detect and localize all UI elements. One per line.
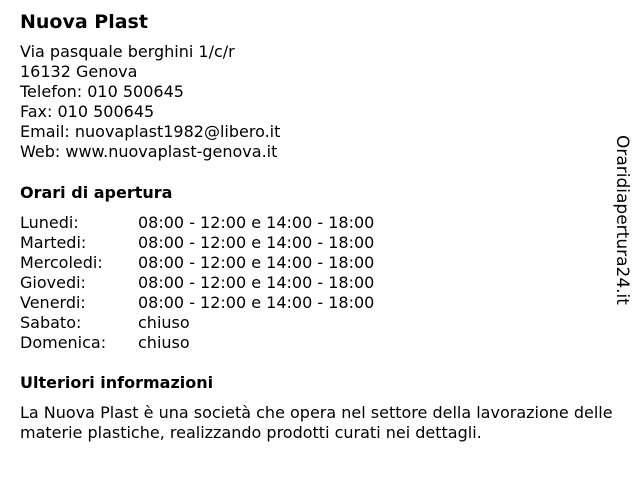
day-label: Martedi: xyxy=(20,233,87,252)
phone-number: Telefon: 010 500645 xyxy=(20,82,184,101)
address-city: 16132 Genova xyxy=(20,62,138,81)
hours-row-saturday xyxy=(20,313,632,333)
day-label: Giovedi: xyxy=(20,273,86,292)
hours-row-sunday xyxy=(20,333,632,353)
hours-row-wednesday xyxy=(20,253,632,273)
day-hours: chiuso xyxy=(138,333,190,352)
day-hours: 08:00 - 12:00 e 14:00 - 18:00 xyxy=(138,293,375,312)
site-watermark: Oraridiapertura24.it xyxy=(612,135,632,305)
day-label: Venerdi: xyxy=(20,293,86,312)
day-hours: 08:00 - 12:00 e 14:00 - 18:00 xyxy=(138,253,375,272)
day-label: Sabato: xyxy=(20,313,82,332)
day-label: Domenica: xyxy=(20,333,107,352)
fax-number: Fax: 010 500645 xyxy=(20,102,155,121)
website-address: Web: www.nuovaplast-genova.it xyxy=(20,142,278,161)
day-hours: 08:00 - 12:00 e 14:00 - 18:00 xyxy=(138,233,375,252)
business-card xyxy=(20,10,632,443)
hours-row-thursday xyxy=(20,273,632,293)
address-street: Via pasquale berghini 1/c/r xyxy=(20,42,235,61)
day-label: Lunedi: xyxy=(20,213,79,232)
day-hours: chiuso xyxy=(138,313,190,332)
contact-block xyxy=(20,42,632,162)
day-hours: 08:00 - 12:00 e 14:00 - 18:00 xyxy=(138,213,375,232)
business-description: La Nuova Plast è una società che opera nel settore della lavorazione delle materie plastiche, realizzando prodotti curati nei dettagli. xyxy=(20,403,613,442)
hours-row-monday xyxy=(20,213,632,233)
business-name: Nuova Plast xyxy=(20,11,148,33)
day-label: Mercoledi: xyxy=(20,253,103,272)
email-address: Email: nuovaplast1982@libero.it xyxy=(20,122,281,141)
hours-row-friday xyxy=(20,293,632,313)
hours-row-tuesday xyxy=(20,233,632,253)
day-hours: 08:00 - 12:00 e 14:00 - 18:00 xyxy=(138,273,375,292)
opening-hours-heading: Orari di apertura xyxy=(20,183,173,202)
opening-hours-list xyxy=(20,213,632,353)
more-info-heading: Ulteriori informazioni xyxy=(20,373,214,392)
